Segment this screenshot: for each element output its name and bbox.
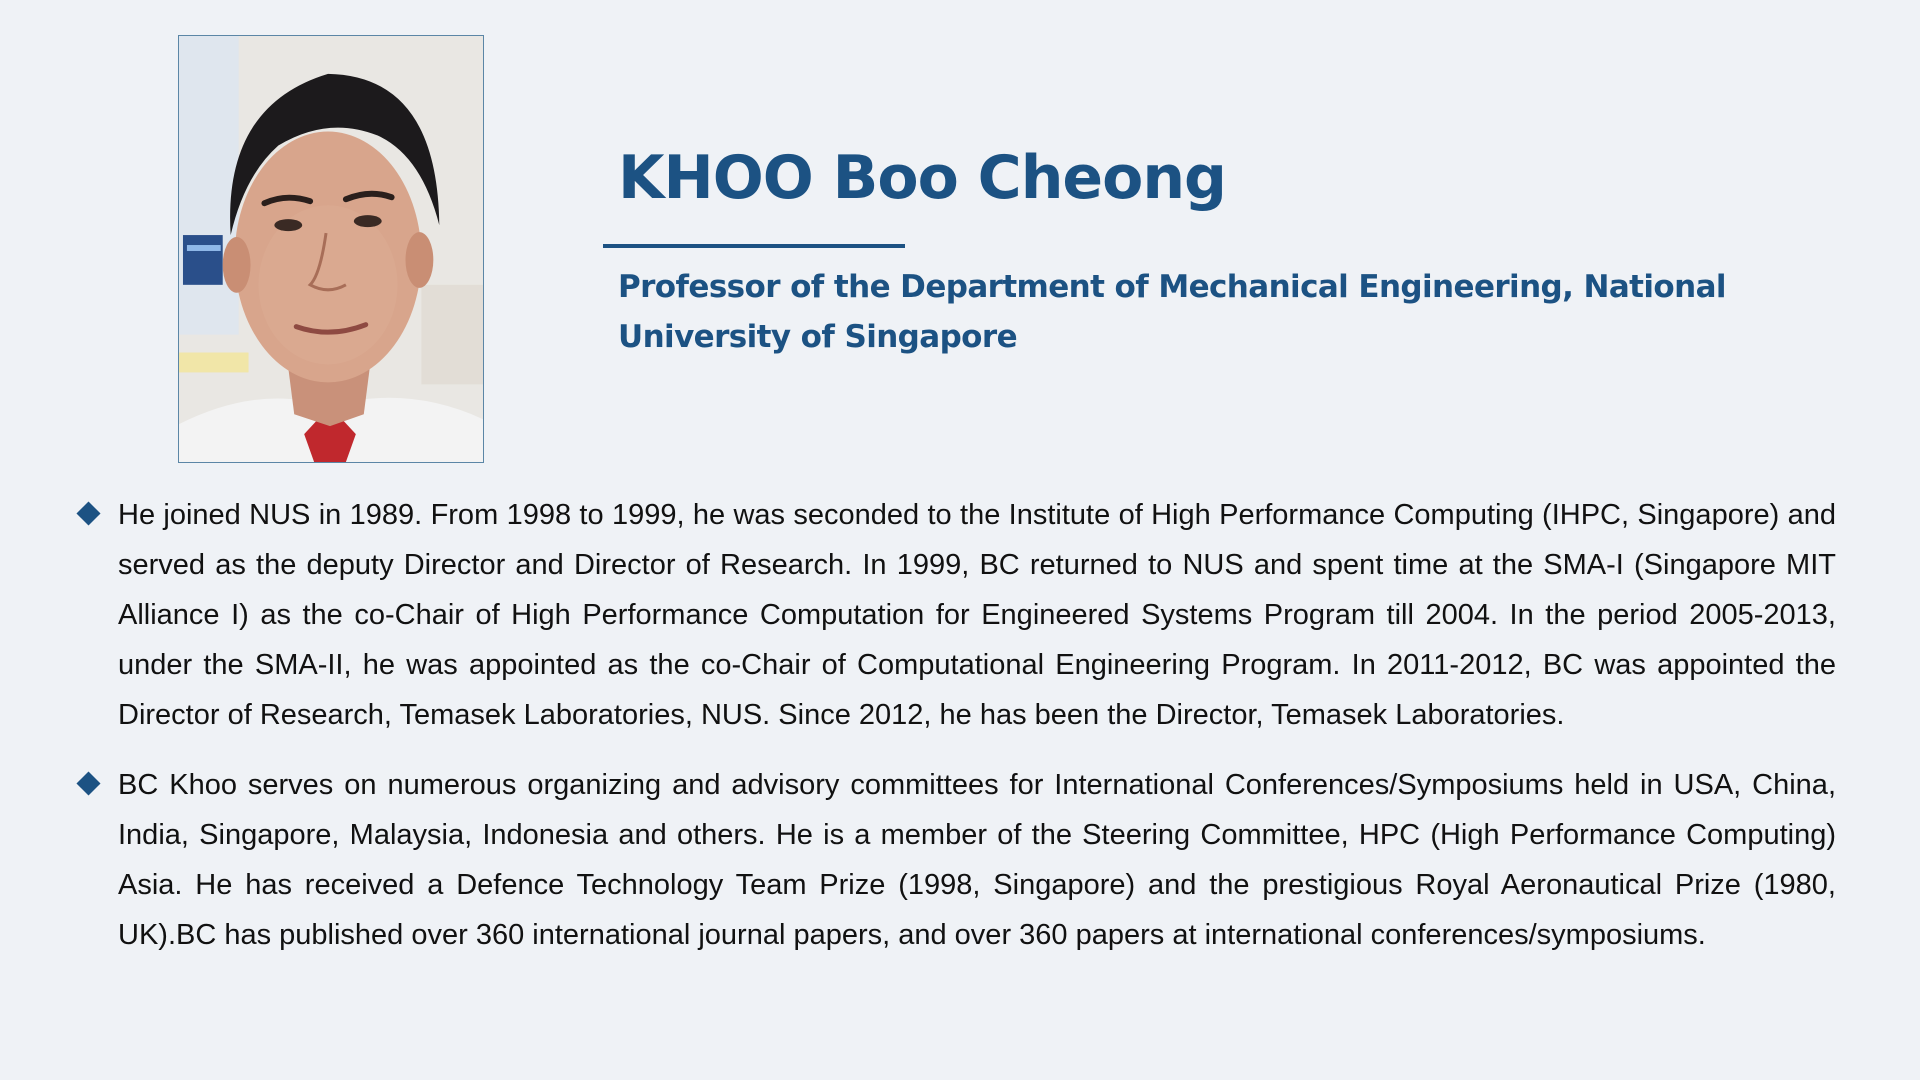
profile-photo [178,35,484,463]
diamond-bullet-icon [76,771,100,795]
bio-list [76,490,1836,980]
page-title: KHOO Boo Cheong [618,143,1226,213]
bio-paragraph: BC Khoo serves on numerous organizing and advisory committees for International Conferences/Symposiums held in USA, China, India, Singapore, Malaysia, Indonesia and others. He is a member of the Steering Committee, HPC (High Performance Computing) Asia. He has received a Defence Technology Team Prize (1998, Singapore) and the prestigious Royal Aeronautical Prize (1980, UK).BC has published over 360 international journal papers, and over 360 papers at international conferences/symposiums. [118,769,1836,951]
job-title: Professor of the Department of Mechanical Engineering, National University of Singapore [618,269,1726,355]
bio-paragraph: He joined NUS in 1989. From 1998 to 1999, he was seconded to the Institute of High Performance Computing (IHPC, Singapore) and served as the deputy Director and Director of Research. In 1999, BC returned to NUS and spent time at the SMA-I (Singapore MIT Alliance I) as the co-Chair of High Performance Computation for Engineered Systems Program till 2004. In the period 2005-2013, under the SMA-II, he was appointed as the co-Chair of Computational Engineering Program. In 2011-2012, BC was appointed the Director of Research, Temasek Laboratories, NUS. Since 2012, he has been the Director, Temasek Laboratories. [118,499,1836,731]
title-underline [603,244,905,248]
bio-item [76,490,1836,740]
bio-item [76,760,1836,960]
diamond-bullet-icon [76,501,100,525]
